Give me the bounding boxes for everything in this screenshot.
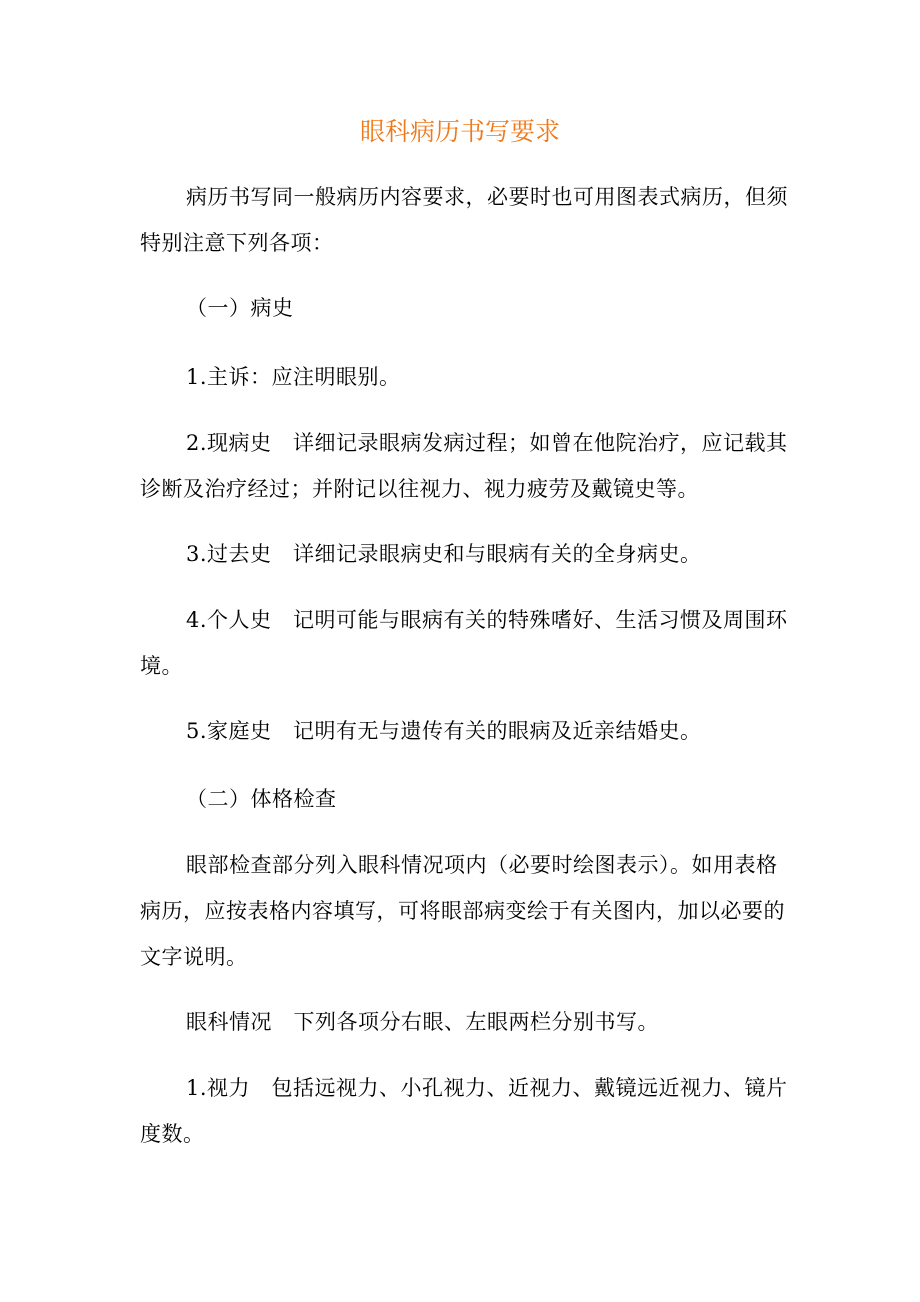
section-heading-history: （一）病史 — [186, 296, 294, 320]
past-history-item: 3.过去史 详细记录眼病史和与眼病有关的全身病史。 — [186, 542, 702, 566]
family-history-item: 5.家庭史 记明有无与遗传有关的眼病及近亲结婚史。 — [186, 719, 702, 743]
visual-acuity-item: 1.视力 包括远视力、小孔视力、近视力、戴镜远近视力、镜片度数。 — [140, 1076, 788, 1146]
ophthalmic-status-paragraph: 眼科情况 下列各项分右眼、左眼两栏分别书写。 — [186, 1010, 659, 1034]
present-illness-item: 2.现病史 详细记录眼病发病过程；如曾在他院治疗，应记载其诊断及治疗经过；并附记以往视力、视力疲劳及戴镜史等。 — [140, 431, 788, 501]
eye-exam-paragraph: 眼部检查部分列入眼科情况项内（必要时绘图表示）。如用表格病历，应按表格内容填写，可将眼部病变绘于有关图内，加以必要的文字说明。 — [140, 853, 785, 969]
personal-history-item: 4.个人史 记明可能与眼病有关的特殊嗜好、生活习惯及周围环境。 — [140, 608, 788, 678]
document-title: 眼科病历书写要求 — [359, 117, 560, 146]
intro-paragraph: 病历书写同一般病历内容要求，必要时也可用图表式病历，但须特别注意下列各项： — [140, 185, 788, 255]
section-heading-exam: （二）体格检查 — [186, 787, 337, 811]
chief-complaint-item: 1.主诉：应注明眼别。 — [186, 365, 401, 389]
